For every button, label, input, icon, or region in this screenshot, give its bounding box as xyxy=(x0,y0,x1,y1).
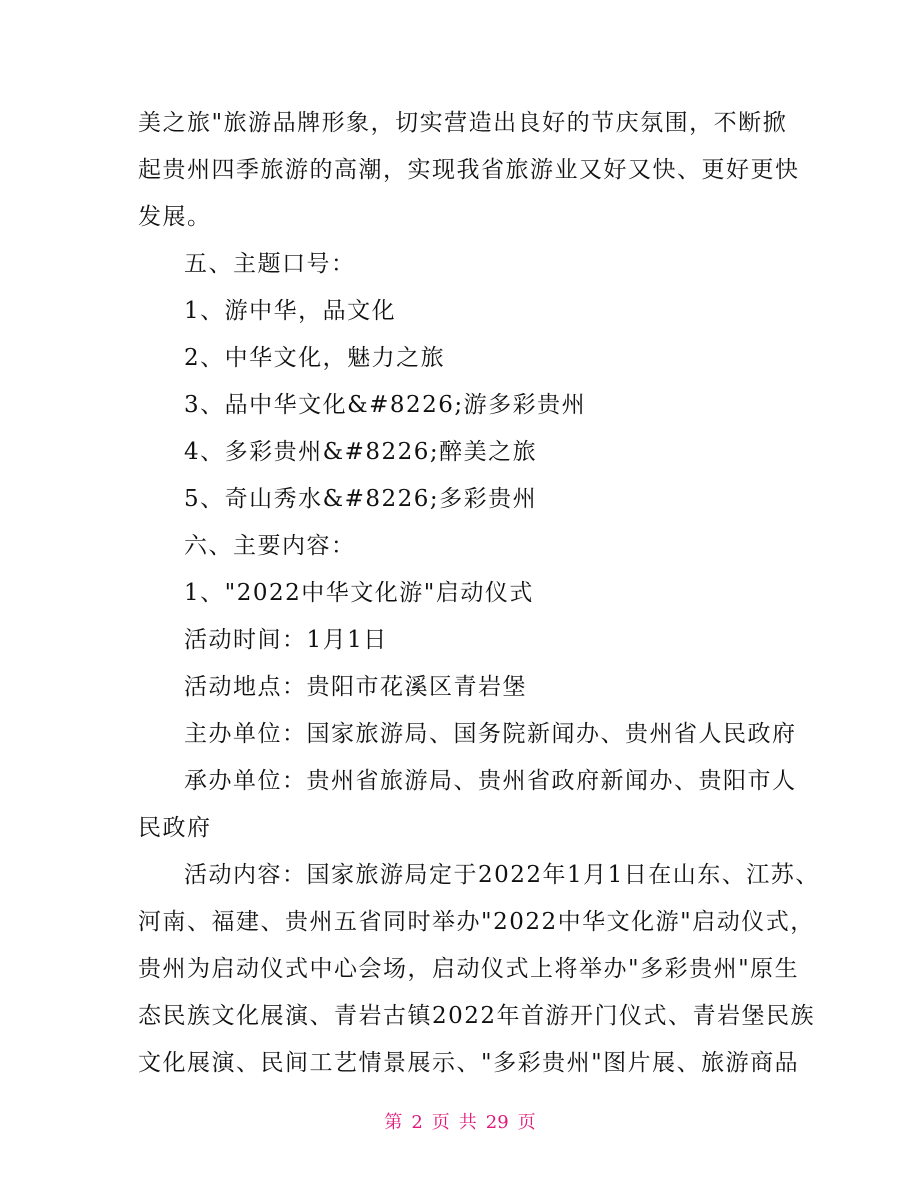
body-line: 态民族文化展演、青岩古镇2022年首游开门仪式、青岩堡民族 xyxy=(138,1003,816,1029)
footer-current-page: 2 xyxy=(411,1112,423,1133)
document-body xyxy=(138,100,820,1087)
body-line: 河南、福建、贵州五省同时举办"2022中华文化游"启动仪式， xyxy=(138,909,815,935)
body-line: 活动时间：1月1日 xyxy=(184,627,388,653)
body-line: 六、主要内容： xyxy=(184,533,356,559)
body-line: 4、多彩贵州&#8226;醉美之旅 xyxy=(184,439,538,465)
body-line: 1、"2022中华文化游"启动仪式 xyxy=(184,580,534,606)
footer-total-prefix: 共 xyxy=(458,1112,477,1133)
body-line: 贵州为启动仪式中心会场，启动仪式上将举办"多彩贵州"原生 xyxy=(138,956,800,982)
body-line: 活动内容：国家旅游局定于2022年1月1日在山东、江苏、 xyxy=(184,862,820,888)
body-line: 3、品中华文化&#8226;游多彩贵州 xyxy=(184,392,587,418)
footer-suffix: 页 xyxy=(517,1112,536,1133)
footer-total-pages: 29 xyxy=(485,1112,509,1133)
body-line: 承办单位：贵州省旅游局、贵州省政府新闻办、贵阳市人 xyxy=(184,768,797,794)
body-line: 五、主题口号： xyxy=(184,251,356,277)
body-line: 起贵州四季旅游的高潮，实现我省旅游业又好又快、更好更快 xyxy=(138,157,800,183)
body-line: 1、游中华，品文化 xyxy=(184,298,397,324)
body-line: 发展。 xyxy=(138,204,212,230)
footer-prefix: 第 xyxy=(384,1112,403,1133)
body-line: 2、中华文化，魅力之旅 xyxy=(184,345,446,371)
body-line: 主办单位：国家旅游局、国务院新闻办、贵州省人民政府 xyxy=(184,721,797,747)
footer-page-word: 页 xyxy=(431,1112,450,1133)
body-line: 民政府 xyxy=(138,815,212,841)
body-line: 5、奇山秀水&#8226;多彩贵州 xyxy=(184,486,538,512)
body-line: 文化展演、民间工艺情景展示、"多彩贵州"图片展、旅游商品 xyxy=(138,1050,800,1076)
page-footer xyxy=(0,1108,920,1134)
body-line: 活动地点：贵阳市花溪区青岩堡 xyxy=(184,674,527,700)
body-line: 美之旅"旅游品牌形象，切实营造出良好的节庆氛围，不断掀 xyxy=(138,110,788,136)
